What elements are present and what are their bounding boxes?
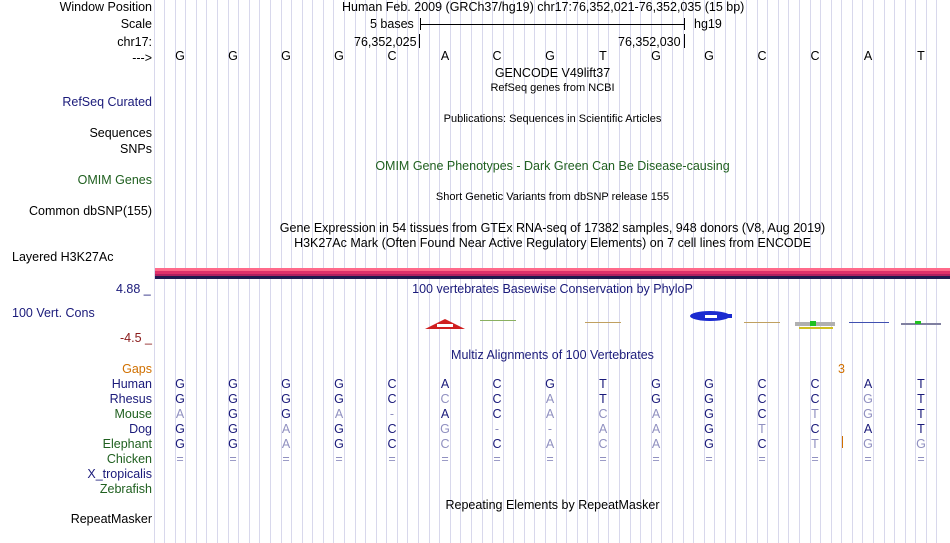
alignment-base: T (599, 377, 607, 391)
alignment-base: G (440, 422, 450, 436)
alignment-base: = (864, 452, 872, 466)
alignment-base: T (917, 407, 925, 421)
h3k27ac-track-label[interactable]: Layered H3K27Ac (12, 250, 114, 264)
alignment-base: G (704, 407, 714, 421)
alignment-base: G (228, 437, 238, 451)
alignment-base: - (389, 407, 395, 421)
reference-base: A (863, 49, 873, 63)
refseq-track-title[interactable]: RefSeq genes from NCBI (490, 82, 615, 94)
alignment-base: A (863, 377, 873, 391)
alignment-base: G (334, 422, 344, 436)
alignment-base: = (388, 452, 396, 466)
alignment-base: = (229, 452, 237, 466)
logo-a (425, 319, 465, 329)
reference-base: G (651, 49, 661, 63)
reference-base: G (281, 49, 291, 63)
h3k27ac-track-title[interactable]: H3K27Ac Mark (Often Found Near Active Regulatory Elements) on 7 cell lines from ENCODE (294, 236, 811, 250)
alignment-base: G (334, 377, 344, 391)
alignment-base: C (757, 392, 767, 406)
reference-base: C (810, 49, 820, 63)
alignment-base: = (917, 452, 925, 466)
reference-base: C (387, 49, 397, 63)
alignment-base: C (387, 392, 397, 406)
alignment-base: = (441, 452, 449, 466)
alignment-base: G (228, 422, 238, 436)
alignment-base: G (175, 377, 185, 391)
alignment-base: G (228, 377, 238, 391)
alignment-base: = (599, 452, 607, 466)
reference-base-row (0, 49, 950, 64)
reference-base: C (492, 49, 502, 63)
alignment-base: A (863, 422, 873, 436)
alignment-base: C (387, 422, 397, 436)
window-position-value: Human Feb. 2009 (GRCh37/hg19) chr17:76,352,021-76,352,035 (15 bp) (342, 0, 745, 14)
alignment-base: G (545, 377, 555, 391)
alignment-base: A (175, 407, 185, 421)
alignment-base: G (704, 437, 714, 451)
cons-min-label: -4.5 _ (120, 331, 152, 345)
phylop-track-title[interactable]: 100 vertebrates Basewise Conservation by PhyloP (412, 282, 693, 296)
alignment-base: A (651, 407, 661, 421)
repeatmasker-track-title[interactable]: Repeating Elements by RepeatMasker (445, 498, 660, 512)
alignment-base: C (440, 392, 450, 406)
alignment-base: G (863, 392, 873, 406)
sequences-track-label[interactable]: Sequences (89, 126, 152, 140)
alignment-base: C (810, 422, 820, 436)
gap-count: 3 (838, 362, 845, 376)
alignment-base: C (757, 437, 767, 451)
alignment-base: A (281, 422, 291, 436)
reference-base: A (440, 49, 450, 63)
gaps-label: Gaps (122, 362, 152, 376)
logo-low-bar (480, 320, 516, 321)
strand-label: ---> (132, 51, 152, 65)
alignment-base: = (546, 452, 554, 466)
species-label[interactable]: Chicken (106, 452, 152, 466)
alignment-base: C (440, 437, 450, 451)
alignment-base: G (704, 422, 714, 436)
alignment-base: G (175, 437, 185, 451)
publications-track-title[interactable]: Publications: Sequences in Scientific Articles (443, 113, 662, 125)
alignment-base: C (598, 437, 608, 451)
alignment-base: = (705, 452, 713, 466)
reference-base: G (334, 49, 344, 63)
omim-track-title[interactable]: OMIM Gene Phenotypes - Dark Green Can Be Disease-causing (375, 159, 730, 173)
logo-low-bar (585, 322, 621, 323)
multiz-track-title[interactable]: Multiz Alignments of 100 Vertebrates (451, 348, 654, 362)
alignment-base: = (282, 452, 290, 466)
logo-g (690, 311, 732, 321)
alignment-base: G (651, 377, 661, 391)
alignment-base: G (704, 392, 714, 406)
alignment-base: C (757, 407, 767, 421)
alignment-base: G (175, 392, 185, 406)
cons-track-label[interactable]: 100 Vert. Cons (12, 306, 95, 320)
alignment-base: C (492, 392, 502, 406)
cons-max-label: 4.88 _ (116, 282, 151, 296)
alignment-base: - (547, 422, 553, 436)
logo-t (901, 321, 941, 325)
alignment-base: G (281, 377, 291, 391)
repeatmasker-track-label[interactable]: RepeatMasker (70, 512, 152, 526)
alignment-base: A (281, 437, 291, 451)
alignment-base: A (651, 422, 661, 436)
coord-left-tick (419, 34, 420, 48)
species-label[interactable]: X_tropicalis (87, 467, 152, 481)
reference-base: G (228, 49, 238, 63)
alignment-base: A (440, 407, 450, 421)
alignment-base: G (228, 392, 238, 406)
reference-base: G (704, 49, 714, 63)
alignment-base: C (492, 407, 502, 421)
gencode-track-title[interactable]: GENCODE V49lift37 (494, 66, 611, 80)
species-label[interactable]: Mouse (114, 407, 152, 421)
alignment-base: G (175, 422, 185, 436)
alignment-base: C (387, 437, 397, 451)
coord-left: 76,352,025 (354, 35, 417, 49)
omim-track-label[interactable]: OMIM Genes (77, 173, 152, 187)
species-label[interactable]: Rhesus (109, 392, 152, 406)
reference-base: T (917, 49, 925, 63)
alignment-base: A (598, 422, 608, 436)
alignment-base: T (917, 392, 925, 406)
logo-mixed (795, 321, 835, 329)
alignment-base: C (757, 377, 767, 391)
alignment-base: C (492, 437, 502, 451)
alignment-base: T (599, 392, 607, 406)
gtex-track-title[interactable]: Gene Expression in 54 tissues from GTEx RNA-seq of 17382 samples, 948 donors (V8, Aug 2019) (279, 221, 826, 235)
alignment-base: A (440, 377, 450, 391)
chrom-label: chr17: (117, 35, 152, 49)
conservation-logo (155, 305, 950, 335)
gap-marker (842, 436, 843, 448)
alignment-base: C (810, 377, 820, 391)
refseq-track-label[interactable]: RefSeq Curated (62, 95, 152, 109)
alignment-base: - (494, 422, 500, 436)
dbsnp-track-label[interactable]: Common dbSNP(155) (29, 204, 152, 218)
alignment-base: G (863, 407, 873, 421)
scale-bar (420, 18, 685, 30)
alignment-base: T (811, 407, 819, 421)
reference-base: G (175, 49, 185, 63)
alignment-base: = (758, 452, 766, 466)
alignment-base: G (228, 407, 238, 421)
alignment-base: T (811, 437, 819, 451)
alignment-base: = (176, 452, 184, 466)
alignment-base: G (863, 437, 873, 451)
alignment-base: = (335, 452, 343, 466)
alignment-base: G (704, 377, 714, 391)
alignment-base: = (493, 452, 501, 466)
dbsnp-track-title[interactable]: Short Genetic Variants from dbSNP release 155 (435, 191, 670, 203)
alignment-base: T (917, 422, 925, 436)
reference-base: C (757, 49, 767, 63)
scale-assembly: hg19 (694, 17, 722, 31)
reference-base: G (545, 49, 555, 63)
scale-label: Scale (120, 17, 152, 31)
alignment-base: T (758, 422, 766, 436)
logo-low-bar (849, 322, 889, 323)
window-position-label: Window Position (59, 0, 152, 14)
species-label[interactable]: Zebrafish (99, 482, 152, 496)
alignment-base: A (545, 392, 555, 406)
alignment-base: C (387, 377, 397, 391)
alignment-base: A (651, 437, 661, 451)
alignment-base: A (545, 437, 555, 451)
alignment-base: = (811, 452, 819, 466)
logo-low-bar (744, 322, 780, 323)
reference-base: T (599, 49, 607, 63)
h3k27ac-signal (155, 268, 950, 280)
snps-track-label[interactable]: SNPs (120, 142, 152, 156)
alignment-base: T (917, 377, 925, 391)
scale-text: 5 bases (370, 17, 414, 31)
coord-right-tick (684, 34, 685, 48)
coord-right: 76,352,030 (618, 35, 681, 49)
alignment-base: C (598, 407, 608, 421)
alignment-base: A (334, 407, 344, 421)
species-label[interactable]: Human (111, 377, 152, 391)
alignment-base: A (545, 407, 555, 421)
alignment-base: G (334, 437, 344, 451)
alignment-base: G (281, 407, 291, 421)
alignment-base: G (651, 392, 661, 406)
alignment-base: G (916, 437, 926, 451)
alignment-base: G (334, 392, 344, 406)
species-label[interactable]: Dog (129, 422, 152, 436)
alignment-base: G (281, 392, 291, 406)
alignment-base: C (492, 377, 502, 391)
alignment-base: C (810, 392, 820, 406)
alignment-base: = (652, 452, 660, 466)
species-label[interactable]: Elephant (102, 437, 152, 451)
